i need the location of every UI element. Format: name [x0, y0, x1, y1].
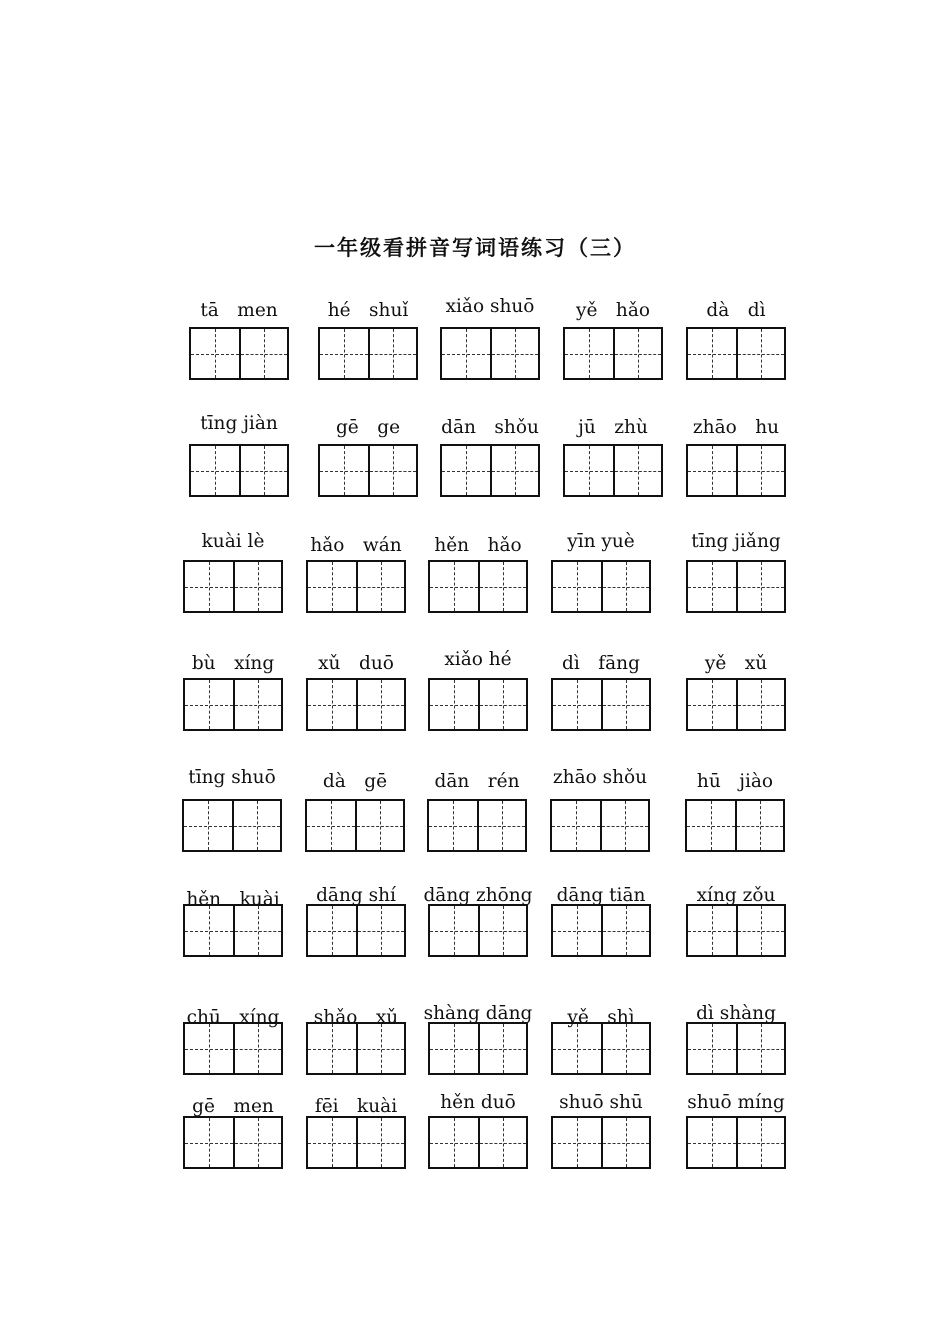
pinyin-label: shàng dāng	[423, 1003, 533, 1024]
writing-cell[interactable]	[308, 1024, 356, 1073]
writing-cell[interactable]	[601, 906, 649, 955]
writing-cell[interactable]	[356, 562, 404, 611]
writing-cell[interactable]	[478, 1118, 526, 1167]
pinyin-label: xiǎo shuō	[445, 296, 535, 317]
tianzige-box[interactable]	[686, 904, 786, 957]
pinyin-label: yě shì	[567, 1007, 635, 1028]
writing-cell[interactable]	[430, 906, 478, 955]
writing-cell[interactable]	[553, 680, 601, 729]
writing-cell[interactable]	[308, 906, 356, 955]
writing-cell[interactable]	[442, 329, 490, 378]
tianzige-box[interactable]	[183, 904, 283, 957]
writing-cell[interactable]	[490, 329, 538, 378]
writing-cell[interactable]	[552, 801, 600, 850]
pinyin-label: gē men	[192, 1096, 274, 1117]
tianzige-box[interactable]	[428, 678, 528, 731]
writing-cell[interactable]	[233, 562, 281, 611]
tianzige-box[interactable]	[563, 444, 663, 497]
pinyin-label: dān shǒu	[441, 417, 539, 438]
writing-cell[interactable]	[233, 906, 281, 955]
writing-cell[interactable]	[429, 801, 477, 850]
writing-cell[interactable]	[613, 329, 661, 378]
writing-cell[interactable]	[430, 1118, 478, 1167]
pinyin-label: xǔ duō	[318, 653, 394, 674]
tianzige-box[interactable]	[427, 799, 527, 852]
tianzige-box[interactable]	[183, 1022, 283, 1075]
writing-cell[interactable]	[185, 1118, 233, 1167]
pinyin-label: dì shàng	[696, 1003, 776, 1024]
tianzige-box[interactable]	[183, 678, 283, 731]
tianzige-box[interactable]	[551, 904, 651, 957]
tianzige-box[interactable]	[686, 1116, 786, 1169]
writing-cell[interactable]	[308, 562, 356, 611]
writing-cell[interactable]	[736, 562, 784, 611]
writing-cell[interactable]	[239, 329, 287, 378]
pinyin-label: hěn kuài	[186, 889, 280, 910]
tianzige-box[interactable]	[686, 444, 786, 497]
pinyin-label: hěn hǎo	[434, 535, 522, 556]
writing-cell[interactable]	[320, 329, 368, 378]
pinyin-label: shǎo xǔ	[313, 1007, 399, 1028]
writing-cell[interactable]	[688, 562, 736, 611]
tianzige-box[interactable]	[686, 1022, 786, 1075]
writing-cell[interactable]	[442, 446, 490, 495]
tianzige-box[interactable]	[686, 560, 786, 613]
writing-cell[interactable]	[356, 1024, 404, 1073]
writing-cell[interactable]	[478, 562, 526, 611]
writing-cell[interactable]	[185, 906, 233, 955]
tianzige-box[interactable]	[428, 560, 528, 613]
writing-cell[interactable]	[736, 329, 784, 378]
writing-cell[interactable]	[185, 680, 233, 729]
tianzige-box[interactable]	[685, 799, 785, 852]
writing-cell[interactable]	[233, 1024, 281, 1073]
pinyin-label: hěn duō	[440, 1092, 516, 1113]
pinyin-label: shuō shū	[559, 1092, 643, 1113]
writing-cell[interactable]	[320, 446, 368, 495]
tianzige-box[interactable]	[306, 560, 406, 613]
writing-cell[interactable]	[688, 680, 736, 729]
pinyin-label: dāng shí	[316, 885, 396, 906]
pinyin-label: hé shuǐ	[327, 300, 409, 321]
tianzige-box[interactable]	[189, 444, 289, 497]
tianzige-box[interactable]	[550, 799, 650, 852]
writing-cell[interactable]	[368, 446, 416, 495]
writing-cell[interactable]	[688, 1024, 736, 1073]
writing-cell[interactable]	[553, 1024, 601, 1073]
tianzige-box[interactable]	[306, 1116, 406, 1169]
writing-cell[interactable]	[356, 906, 404, 955]
tianzige-box[interactable]	[440, 327, 540, 380]
writing-cell[interactable]	[185, 1024, 233, 1073]
writing-cell[interactable]	[565, 329, 613, 378]
tianzige-box[interactable]	[318, 444, 418, 497]
writing-cell[interactable]	[553, 562, 601, 611]
pinyin-label: kuài lè	[201, 531, 265, 552]
pinyin-label: dì fāng	[562, 653, 640, 674]
pinyin-label: dāng tiān	[556, 885, 646, 906]
pinyin-label: bù xíng	[191, 653, 275, 674]
writing-cell[interactable]	[239, 446, 287, 495]
writing-cell[interactable]	[233, 1118, 281, 1167]
pinyin-label: shuō míng	[687, 1092, 785, 1113]
pinyin-label: yīn yuè	[567, 531, 635, 552]
pinyin-label: dān rén	[434, 771, 520, 792]
pinyin-label: dà gē	[322, 771, 388, 792]
writing-cell[interactable]	[356, 1118, 404, 1167]
writing-cell[interactable]	[553, 1118, 601, 1167]
writing-cell[interactable]	[191, 446, 239, 495]
writing-cell[interactable]	[688, 329, 736, 378]
tianzige-box[interactable]	[440, 444, 540, 497]
tianzige-box[interactable]	[551, 560, 651, 613]
writing-cell[interactable]	[368, 329, 416, 378]
tianzige-box[interactable]	[318, 327, 418, 380]
writing-cell[interactable]	[688, 1118, 736, 1167]
writing-cell[interactable]	[736, 680, 784, 729]
writing-cell[interactable]	[233, 680, 281, 729]
pinyin-label: dà dì	[706, 300, 766, 321]
pinyin-label: chū xíng	[186, 1007, 280, 1028]
tianzige-box[interactable]	[183, 560, 283, 613]
writing-cell[interactable]	[185, 562, 233, 611]
writing-cell[interactable]	[430, 680, 478, 729]
tianzige-box[interactable]	[551, 1116, 651, 1169]
writing-cell[interactable]	[553, 906, 601, 955]
pinyin-label: dāng zhōng	[423, 885, 533, 906]
writing-cell[interactable]	[688, 446, 736, 495]
writing-cell[interactable]	[478, 680, 526, 729]
pinyin-label: fēi kuài	[314, 1096, 398, 1117]
writing-cell[interactable]	[308, 680, 356, 729]
writing-cell[interactable]	[600, 801, 648, 850]
tianzige-box[interactable]	[551, 678, 651, 731]
tianzige-box[interactable]	[306, 678, 406, 731]
writing-cell[interactable]	[191, 329, 239, 378]
writing-cell[interactable]	[430, 1024, 478, 1073]
writing-cell[interactable]	[477, 801, 525, 850]
writing-cell[interactable]	[356, 680, 404, 729]
pinyin-label: gē ge	[335, 417, 401, 438]
writing-cell[interactable]	[430, 562, 478, 611]
writing-cell[interactable]	[601, 1024, 649, 1073]
writing-cell[interactable]	[308, 1118, 356, 1167]
tianzige-box[interactable]	[686, 678, 786, 731]
pinyin-label: jū zhù	[578, 417, 648, 438]
writing-cell[interactable]	[490, 446, 538, 495]
writing-cell[interactable]	[565, 446, 613, 495]
writing-cell[interactable]	[687, 801, 735, 850]
writing-cell[interactable]	[601, 1118, 649, 1167]
writing-cell[interactable]	[736, 446, 784, 495]
writing-cell[interactable]	[613, 446, 661, 495]
tianzige-box[interactable]	[306, 904, 406, 957]
tianzige-box[interactable]	[428, 904, 528, 957]
tianzige-box[interactable]	[428, 1116, 528, 1169]
writing-cell[interactable]	[232, 801, 280, 850]
pinyin-label: tīng jiàn	[200, 413, 278, 434]
pinyin-label: tīng jiǎng	[691, 531, 781, 552]
tianzige-box[interactable]	[428, 1022, 528, 1075]
pinyin-label: hǎo wán	[310, 535, 402, 556]
writing-cell[interactable]	[184, 801, 232, 850]
tianzige-box[interactable]	[551, 1022, 651, 1075]
pinyin-label: yě xǔ	[704, 653, 768, 674]
writing-cell[interactable]	[601, 680, 649, 729]
tianzige-box[interactable]	[686, 327, 786, 380]
pinyin-label: zhāo hu	[692, 417, 780, 438]
writing-cell[interactable]	[736, 1024, 784, 1073]
writing-cell[interactable]	[688, 906, 736, 955]
tianzige-box[interactable]	[182, 799, 282, 852]
writing-cell[interactable]	[735, 801, 783, 850]
writing-cell[interactable]	[478, 1024, 526, 1073]
pinyin-label: zhāo shǒu	[552, 767, 648, 788]
writing-cell[interactable]	[355, 801, 403, 850]
tianzige-box[interactable]	[305, 799, 405, 852]
pinyin-label: hū jiào	[696, 771, 774, 792]
pinyin-label: tīng shuō	[188, 767, 276, 788]
pinyin-label: tā men	[200, 300, 278, 321]
pinyin-label: xíng zǒu	[696, 885, 776, 906]
pinyin-label: xiǎo hé	[444, 649, 512, 670]
writing-cell[interactable]	[478, 906, 526, 955]
writing-cell[interactable]	[307, 801, 355, 850]
page-title: 一年级看拼音写词语练习（三）	[314, 235, 636, 260]
tianzige-box[interactable]	[183, 1116, 283, 1169]
writing-cell[interactable]	[601, 562, 649, 611]
pinyin-label: yě hǎo	[576, 300, 650, 321]
tianzige-box[interactable]	[189, 327, 289, 380]
writing-cell[interactable]	[736, 906, 784, 955]
tianzige-box[interactable]	[563, 327, 663, 380]
tianzige-box[interactable]	[306, 1022, 406, 1075]
writing-cell[interactable]	[736, 1118, 784, 1167]
